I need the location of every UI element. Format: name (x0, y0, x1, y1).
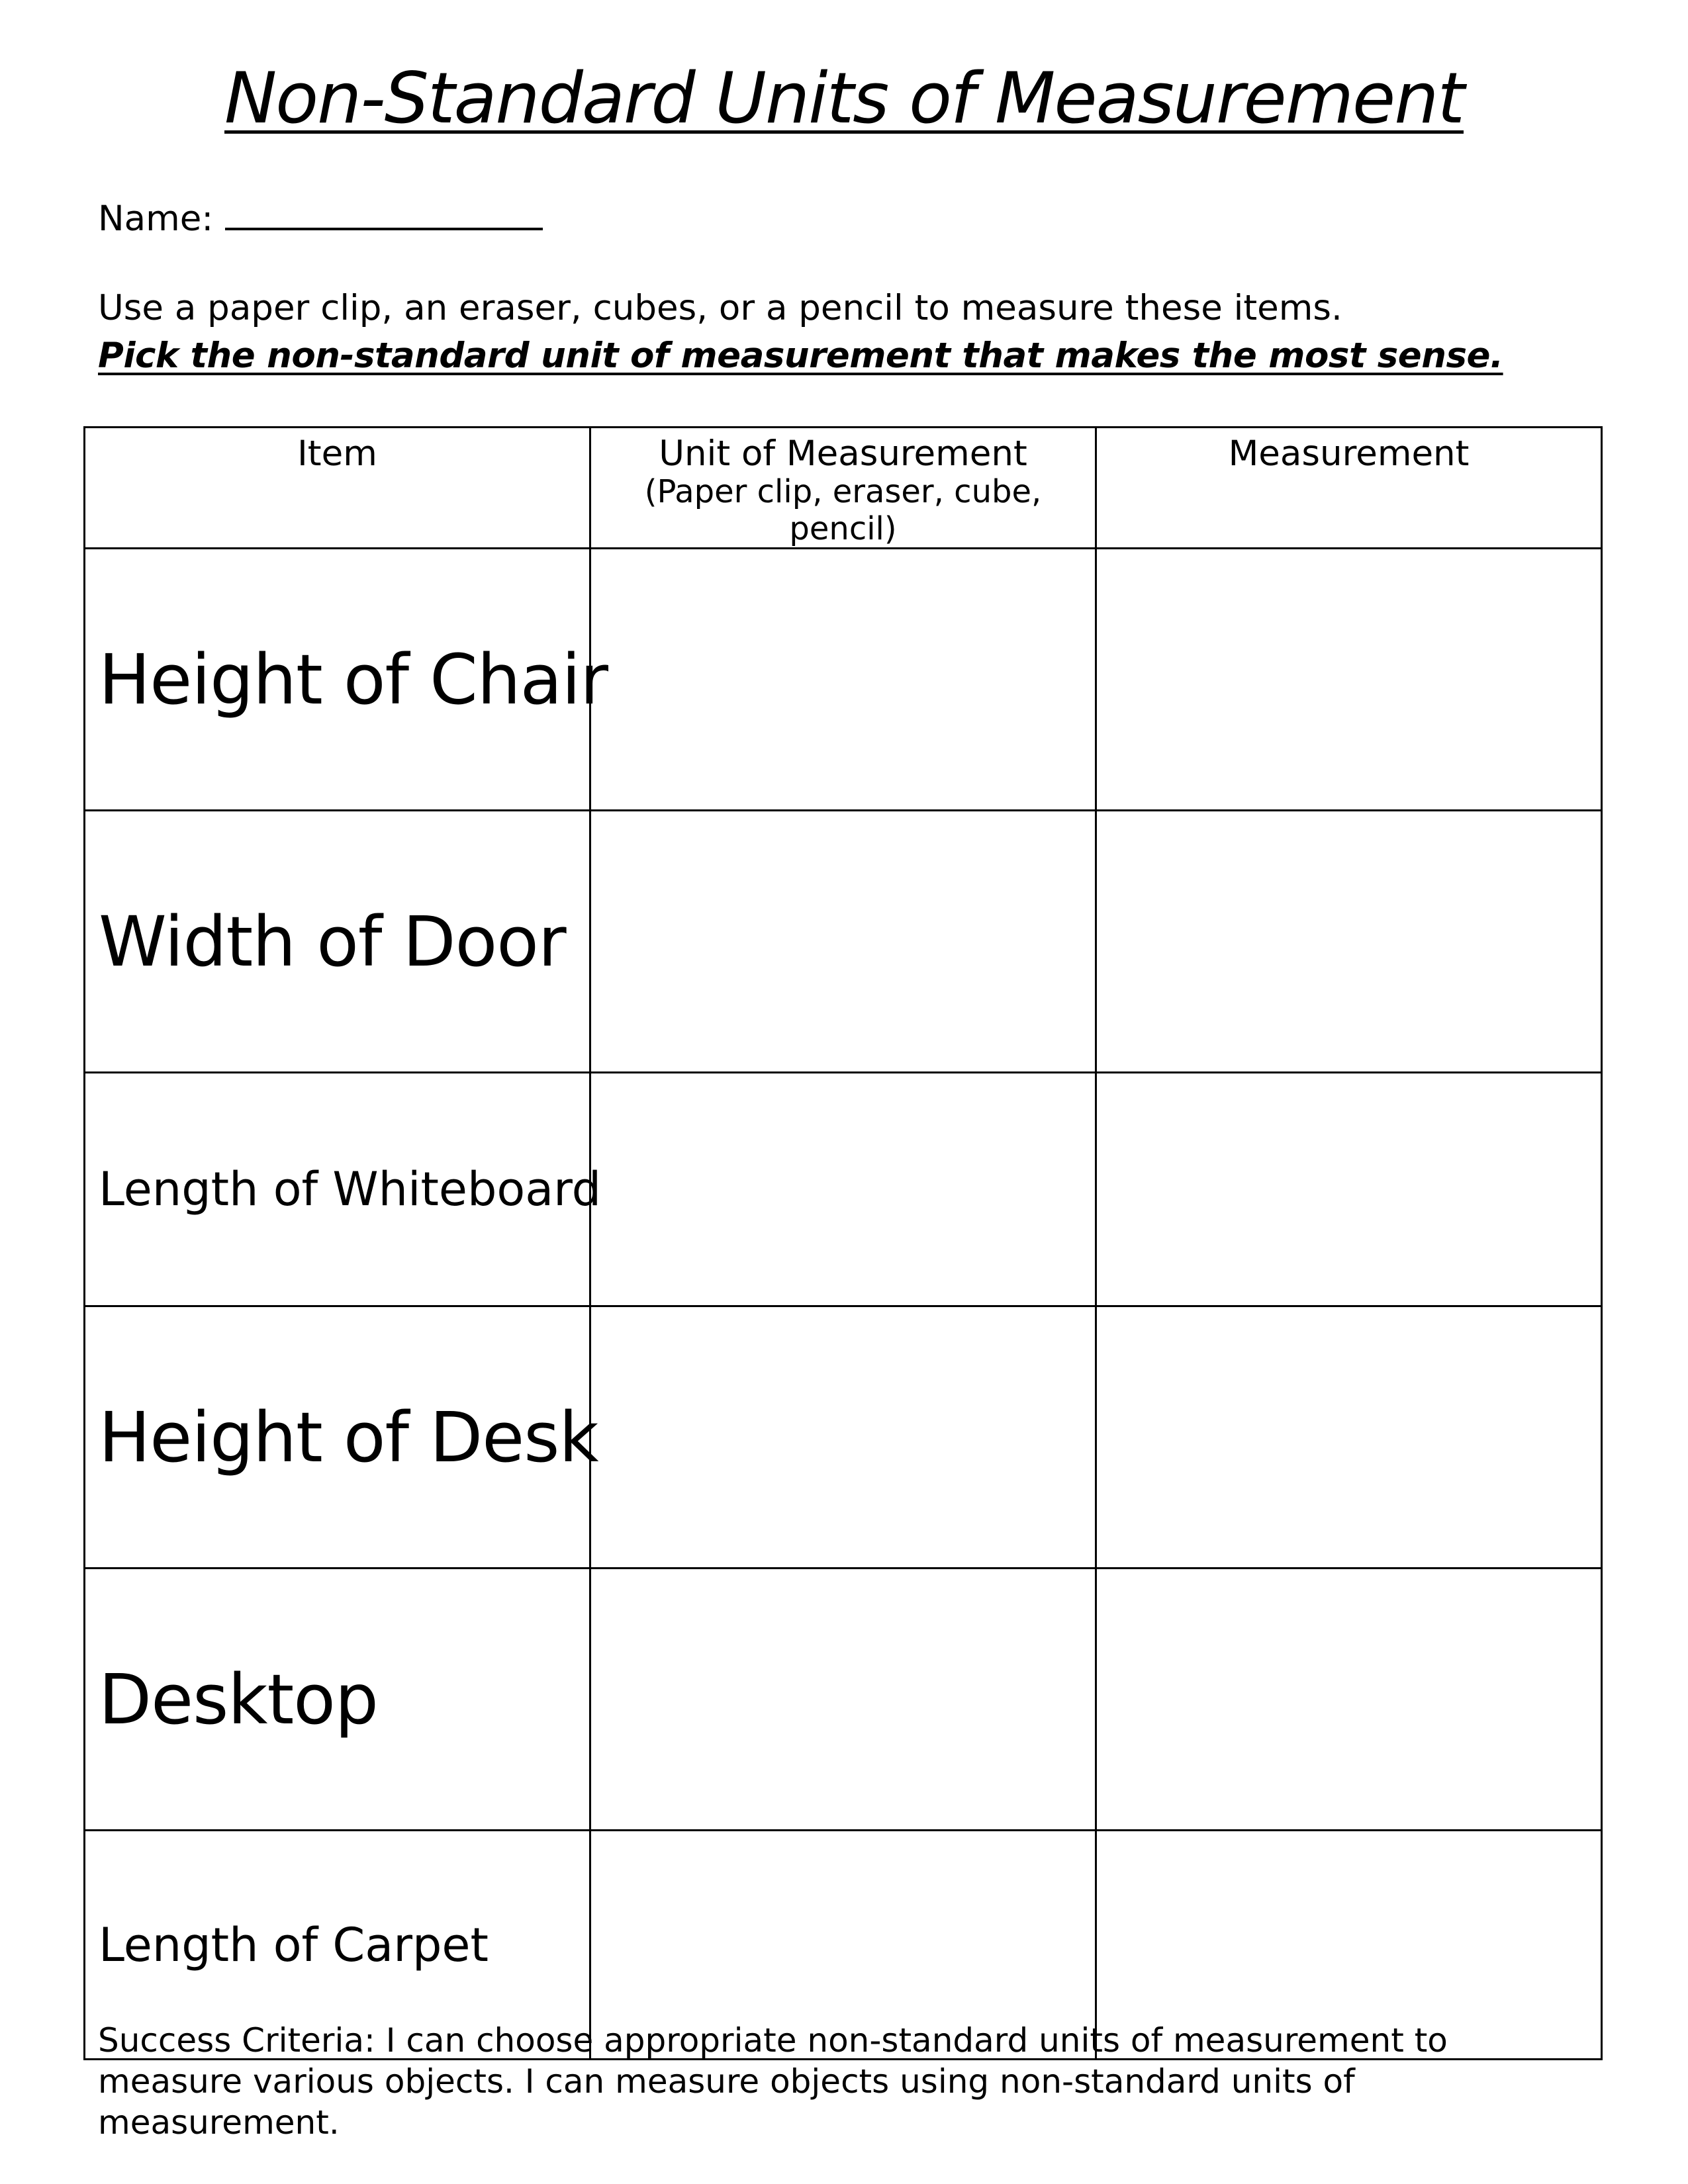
header-item (85, 428, 590, 549)
header-measurement (1096, 428, 1602, 549)
item-cell: Length of Whiteboard (85, 1073, 590, 1306)
item-cell: Desktop (85, 1569, 590, 1831)
header-unit-sublabel: (Paper clip, eraser, cube, pencil) (644, 473, 1042, 547)
unit-cell[interactable] (590, 1073, 1096, 1306)
header-unit-label: Unit of Measurement (659, 433, 1027, 474)
table-row (85, 549, 1602, 811)
instructions-line-1: Use a paper clip, an eraser, cubes, or a pencil to measure these items. (98, 288, 1342, 328)
item-cell: Length of Carpet (85, 1831, 590, 2060)
header-unit (590, 428, 1096, 549)
measurement-table (83, 426, 1603, 2060)
unit-cell[interactable] (590, 1306, 1096, 1569)
table-row (85, 1569, 1602, 1831)
page-title: Non-Standard Units of Measurement (224, 58, 1464, 139)
name-label: Name: (98, 199, 214, 239)
name-field-row (98, 193, 543, 240)
instructions (98, 285, 1503, 380)
measurement-cell[interactable] (1096, 811, 1602, 1073)
table-row (85, 1306, 1602, 1569)
instructions-line-2: Pick the non-standard unit of measurement that makes the most sense. (98, 336, 1503, 376)
success-criteria: Success Criteria: I can choose appropriate non-standard units of measurement to measure various objects. I can measure objects using non-standard units of measurement. (98, 2021, 1448, 2142)
header-item-label: Item (297, 433, 377, 474)
measurement-cell[interactable] (1096, 1073, 1602, 1306)
table-row (85, 811, 1602, 1073)
table-header-row (85, 428, 1602, 549)
header-measurement-label: Measurement (1228, 433, 1470, 474)
item-cell: Height of Chair (85, 549, 590, 811)
measurement-cell[interactable] (1096, 549, 1602, 811)
unit-cell[interactable] (590, 811, 1096, 1073)
name-blank-line[interactable] (225, 193, 543, 230)
unit-cell[interactable] (590, 1569, 1096, 1831)
measurement-cell[interactable] (1096, 1569, 1602, 1831)
item-cell: Height of Desk (85, 1306, 590, 1569)
item-cell: Width of Door (85, 811, 590, 1073)
table-row (85, 1073, 1602, 1306)
unit-cell[interactable] (590, 549, 1096, 811)
measurement-cell[interactable] (1096, 1306, 1602, 1569)
